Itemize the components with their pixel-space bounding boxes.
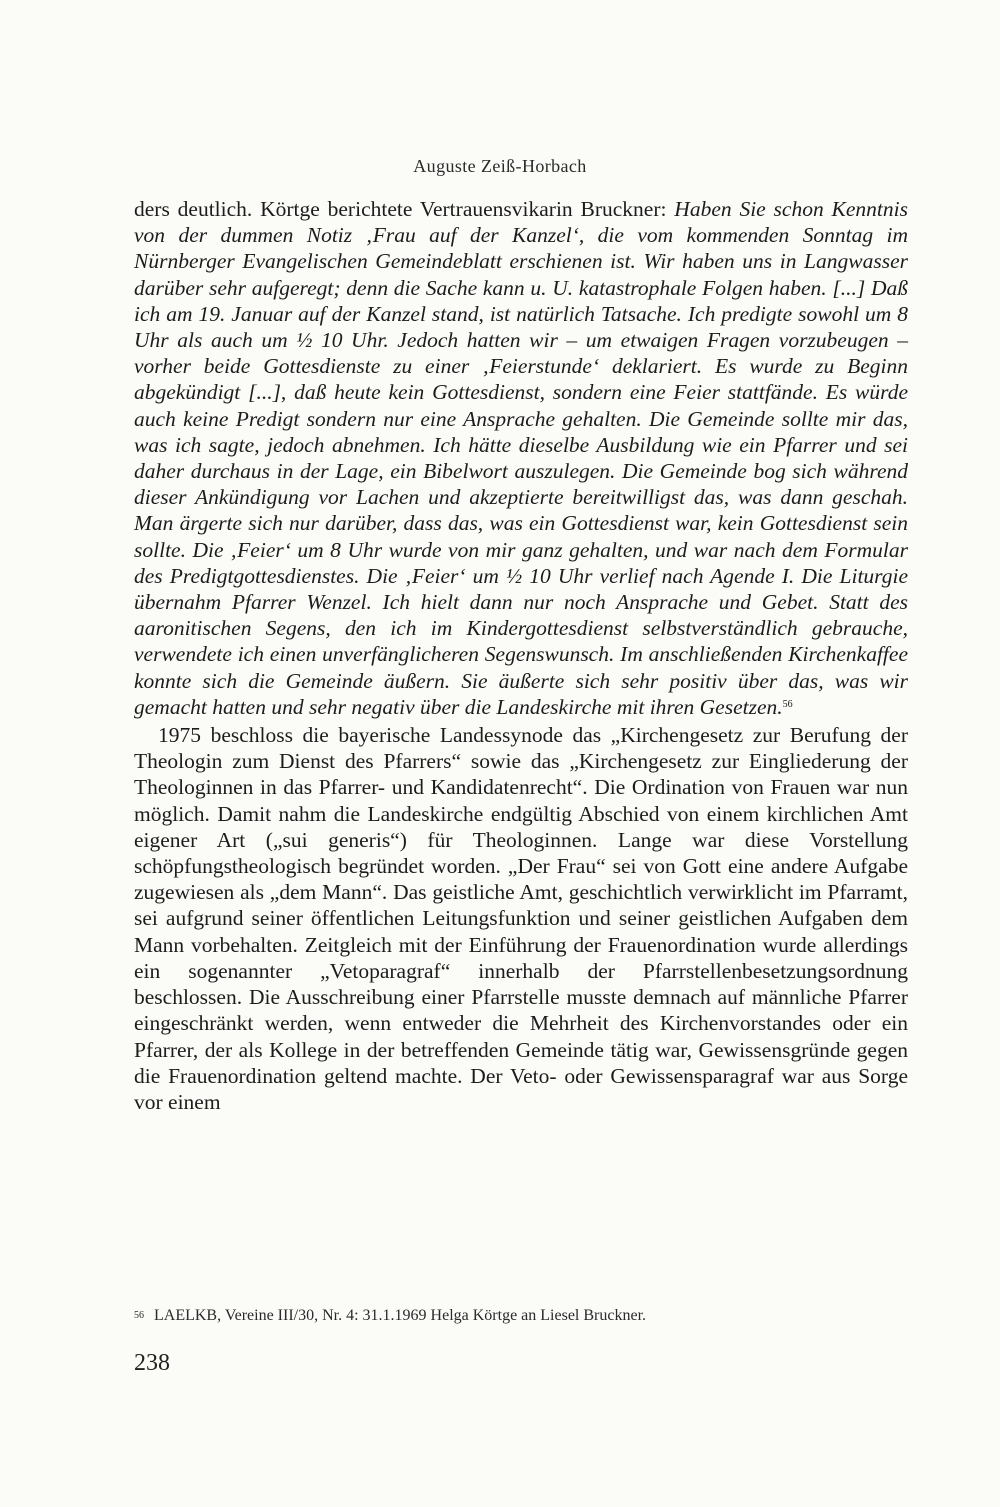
quote-paragraph <box>134 196 908 720</box>
body-text <box>134 196 908 1115</box>
body-paragraph: 1975 beschloss die bayerische Landessynode das „Kirchengesetz zur Berufung der Theologin zum Dienst des Pfarrers“ sowie das „Kirchengesetz zur Eingliederung der Theologinnen in das Pfarrer- und Kandidatenrecht“. Die Ordination von Frauen war nun möglich. Damit nahm die Landeskirche endgültig Abschied von einem kirchlichen Amt eigener Art („sui generis“) für Theologinnen. Lange war diese Vorstellung schöpfungstheologisch begründet worden. „Der Frau“ sei von Gott eine andere Aufgabe zugewiesen als „dem Mann“. Das geistliche Amt, geschichtlich verwirklicht im Pfarramt, sei aufgrund seiner öffentlichen Leitungsfunktion und seiner geistlichen Aufgaben dem Mann vorbehalten. Zeitgleich mit der Einführung der Frauenordination wurde allerdings ein sogenannter „Vetoparagraf“ innerhalb der Pfarrstellenbesetzungsordnung beschlossen. Die Ausschreibung einer Pfarrstelle musste demnach auf männliche Pfarrer eingeschränkt werden, wenn entweder die Mehrheit des Kirchenvorstandes oder ein Pfarrer, der als Kollege in der betreffenden Gemeinde tätig war, Gewissensgründe gegen die Frauenordination geltend machte. Der Veto- oder Gewissensparagraf war aus Sorge vor einem <box>134 723 908 1114</box>
footnote-text: LAELKB, Vereine III/30, Nr. 4: 31.1.1969 Helga Körtge an Liesel Bruckner. <box>154 1307 647 1324</box>
running-head: Auguste Zeiß-Horbach <box>413 156 587 176</box>
footnote <box>134 1306 908 1326</box>
footnote-mark: 56 <box>134 1310 144 1321</box>
page-number: 238 <box>134 1350 170 1376</box>
quote-lead-in: ders deutlich. Körtge berichtete Vertrauensvikarin Bruckner: <box>134 197 675 221</box>
quoted-letter-text: Haben Sie schon Kenntnis von der dummen Notiz ‚Frau auf der Kanzel‘, die vom kommenden Sonntag im Nürnberger Evangelischen Gemeindeblatt erschienen ist. Wir haben uns in Langwasser darüber sehr aufgeregt; denn die Sache kann u. U. katastrophale Folgen haben. [...] Daß ich am 19. Januar auf der Kanzel stand, ist natürlich Tatsache. Ich predigte sowohl um 8 Uhr als auch um ½ 10 Uhr. Jedoch hatten wir – um etwaigen Fragen vorzubeugen – vorher beide Gottesdienste zu einer ‚Feierstunde‘ deklariert. Es wurde zu Beginn abgekündigt [...], daß heute kein Gottesdienst, sondern eine Feier stattfände. Es würde auch keine Predigt sondern nur eine Ansprache gehalten. Die Gemeinde sollte mir das, was ich sagte, jedoch abnehmen. Ich hätte dieselbe Ausbildung wie ein Pfarrer und sei daher durchaus in der Lage, ein Bibelwort auszulegen. Die Gemeinde bog sich während dieser Ankündigung vor Lachen und akzeptierte bereitwilligst das, was dann geschah. Man ärgerte sich nur darüber, dass das, was ein Gottesdienst war, kein Gottesdienst sein sollte. Die ‚Feier‘ um 8 Uhr wurde von mir ganz gehalten, und war nach dem Formular des Predigtgottesdienstes. Die ‚Feier‘ um ½ 10 Uhr verlief nach Agende I. Die Liturgie übernahm Pfarrer Wenzel. Ich hielt dann nur noch Ansprache und Gebet. Statt des aaronitischen Segens, den ich im Kindergottesdienst selbstverständlich gebrauche, verwendete ich einen unverfänglicheren Segenswunsch. Im anschließenden Kirchenkaffee konnte sich die Gemeinde äußern. Sie äußerte sich sehr positiv über das, was wir gemacht hatten und sehr negativ über die Landeskirche mit ihren Gesetzen. <box>134 197 908 719</box>
footnote-reference[interactable]: 56 <box>782 698 793 710</box>
